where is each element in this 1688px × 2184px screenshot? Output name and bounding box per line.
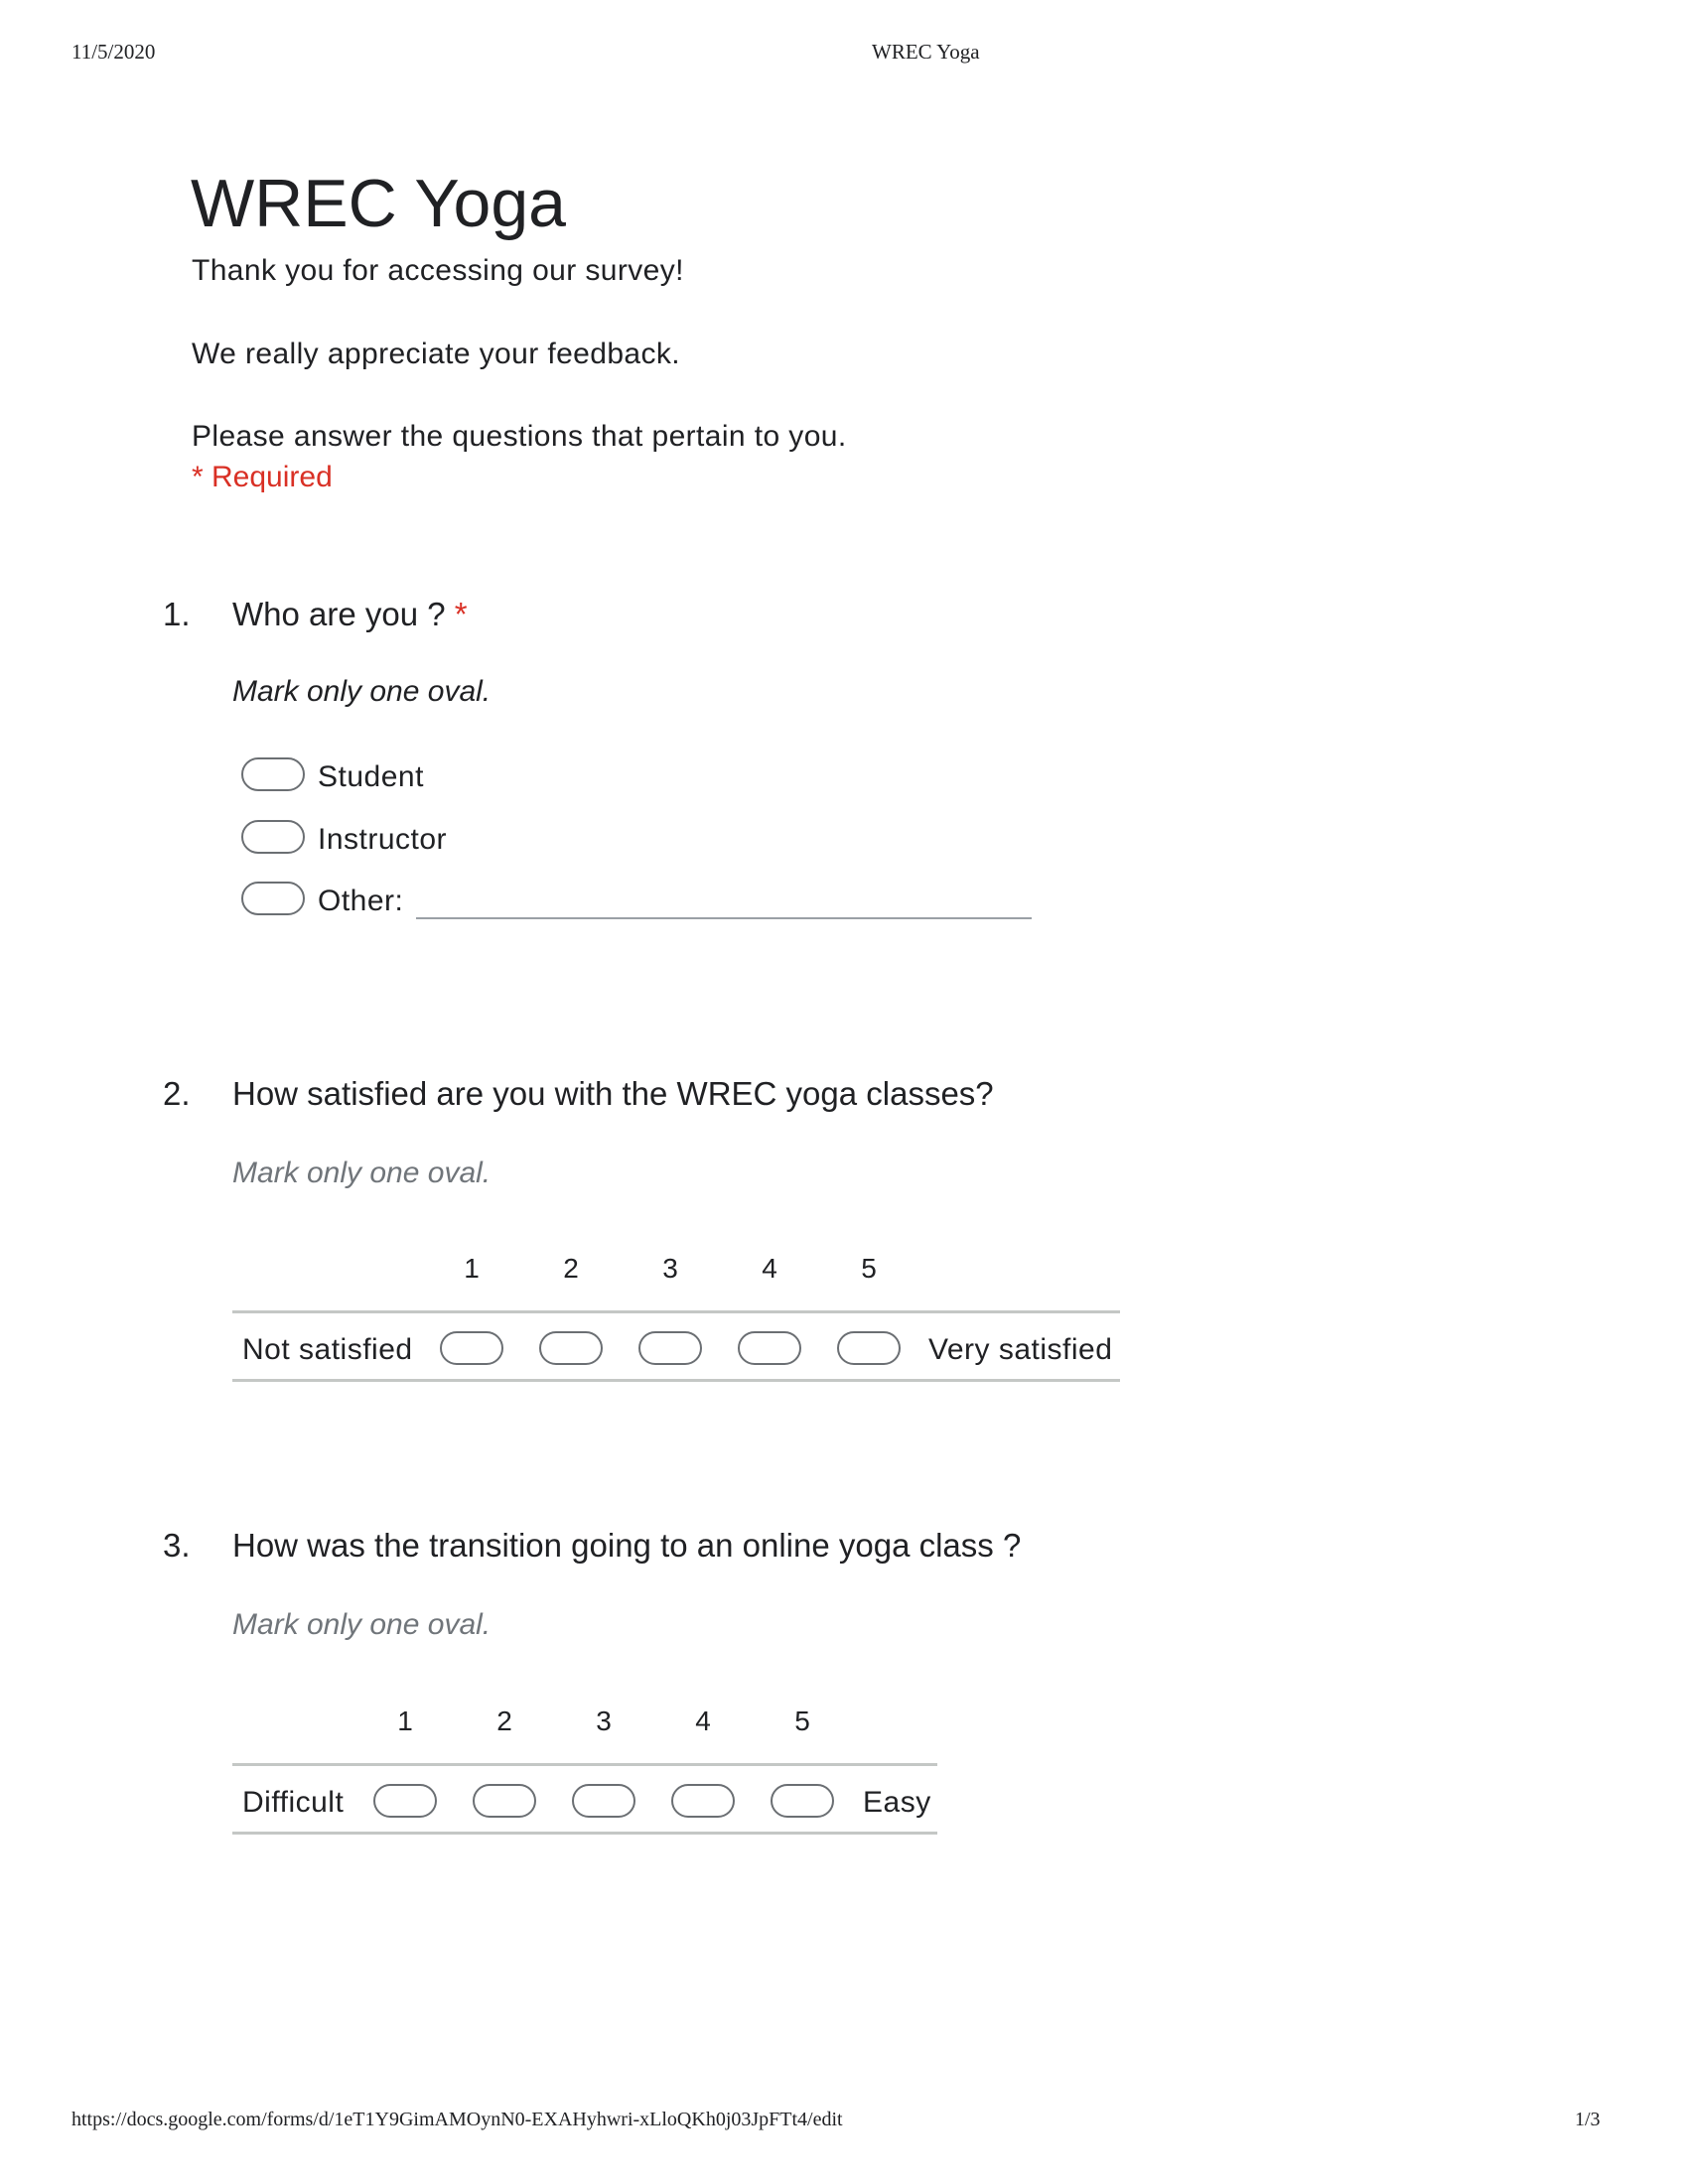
- scale-number-3: 3: [596, 1706, 612, 1736]
- scale-radio-1[interactable]: [440, 1331, 503, 1365]
- scale-number-2: 2: [563, 1253, 579, 1284]
- scale-number-1: 1: [397, 1706, 413, 1736]
- scale-number-1: 1: [464, 1253, 480, 1284]
- question-3-text: How was the transition going to an online yoga class ?: [232, 1527, 1022, 1564]
- form-description-line-1: Thank you for accessing our survey!: [192, 254, 684, 287]
- scale-radio-1[interactable]: [373, 1784, 437, 1818]
- scale-top-rule: [232, 1763, 937, 1766]
- question-2-text: How satisfied are you with the WREC yoga classes?: [232, 1075, 994, 1112]
- scale-bottom-rule: [232, 1832, 937, 1835]
- question-2-number: 2.: [163, 1075, 191, 1112]
- question-1-title: [232, 596, 468, 633]
- question-3-instruction: Mark only one oval.: [232, 1608, 492, 1641]
- scale-radio-5[interactable]: [837, 1331, 901, 1365]
- form-description-line-2: We really appreciate your feedback.: [192, 338, 681, 370]
- scale-number-5: 5: [794, 1706, 810, 1736]
- print-date: 11/5/2020: [71, 40, 156, 64]
- scale-radio-4[interactable]: [738, 1331, 801, 1365]
- required-note: * Required: [192, 461, 333, 493]
- scale-low-label: Difficult: [242, 1786, 345, 1819]
- option-label-instructor: Instructor: [318, 823, 448, 856]
- print-url[interactable]: https://docs.google.com/forms/d/1eT1Y9GimAMOynN0-EXAHyhwri-xLloQKh0j03JpFTt4/edit: [71, 2109, 843, 2130]
- option-label-student: Student: [318, 760, 424, 793]
- radio-student[interactable]: [241, 757, 305, 791]
- form-description-line-3: Please answer the questions that pertain to you.: [192, 420, 847, 453]
- scale-radio-2[interactable]: [473, 1784, 536, 1818]
- scale-top-rule: [232, 1310, 1120, 1313]
- scale-radio-4[interactable]: [671, 1784, 735, 1818]
- scale-number-4: 4: [762, 1253, 777, 1284]
- scale-radio-3[interactable]: [572, 1784, 635, 1818]
- scale-low-label: Not satisfied: [242, 1333, 413, 1366]
- option-label-other: Other:: [318, 885, 404, 917]
- radio-instructor[interactable]: [241, 820, 305, 854]
- required-asterisk: *: [454, 596, 468, 632]
- scale-number-3: 3: [662, 1253, 678, 1284]
- question-2-instruction: Mark only one oval.: [232, 1157, 492, 1189]
- form-title: WREC Yoga: [191, 166, 566, 241]
- scale-radio-5[interactable]: [771, 1784, 834, 1818]
- question-1-number: 1.: [163, 596, 191, 632]
- scale-high-label: Easy: [863, 1786, 931, 1819]
- print-page-number: 1/3: [1575, 2109, 1601, 2130]
- scale-number-5: 5: [861, 1253, 877, 1284]
- scale-number-4: 4: [695, 1706, 711, 1736]
- scale-bottom-rule: [232, 1379, 1120, 1382]
- question-1-instruction: Mark only one oval.: [232, 675, 492, 708]
- scale-radio-2[interactable]: [539, 1331, 603, 1365]
- question-1-text: Who are you ?: [232, 596, 446, 632]
- other-text-input[interactable]: [416, 917, 1032, 919]
- radio-other[interactable]: [241, 882, 305, 915]
- scale-number-2: 2: [496, 1706, 512, 1736]
- scale-high-label: Very satisfied: [928, 1333, 1113, 1366]
- print-title: WREC Yoga: [872, 40, 980, 64]
- scale-radio-3[interactable]: [638, 1331, 702, 1365]
- question-3-number: 3.: [163, 1527, 191, 1564]
